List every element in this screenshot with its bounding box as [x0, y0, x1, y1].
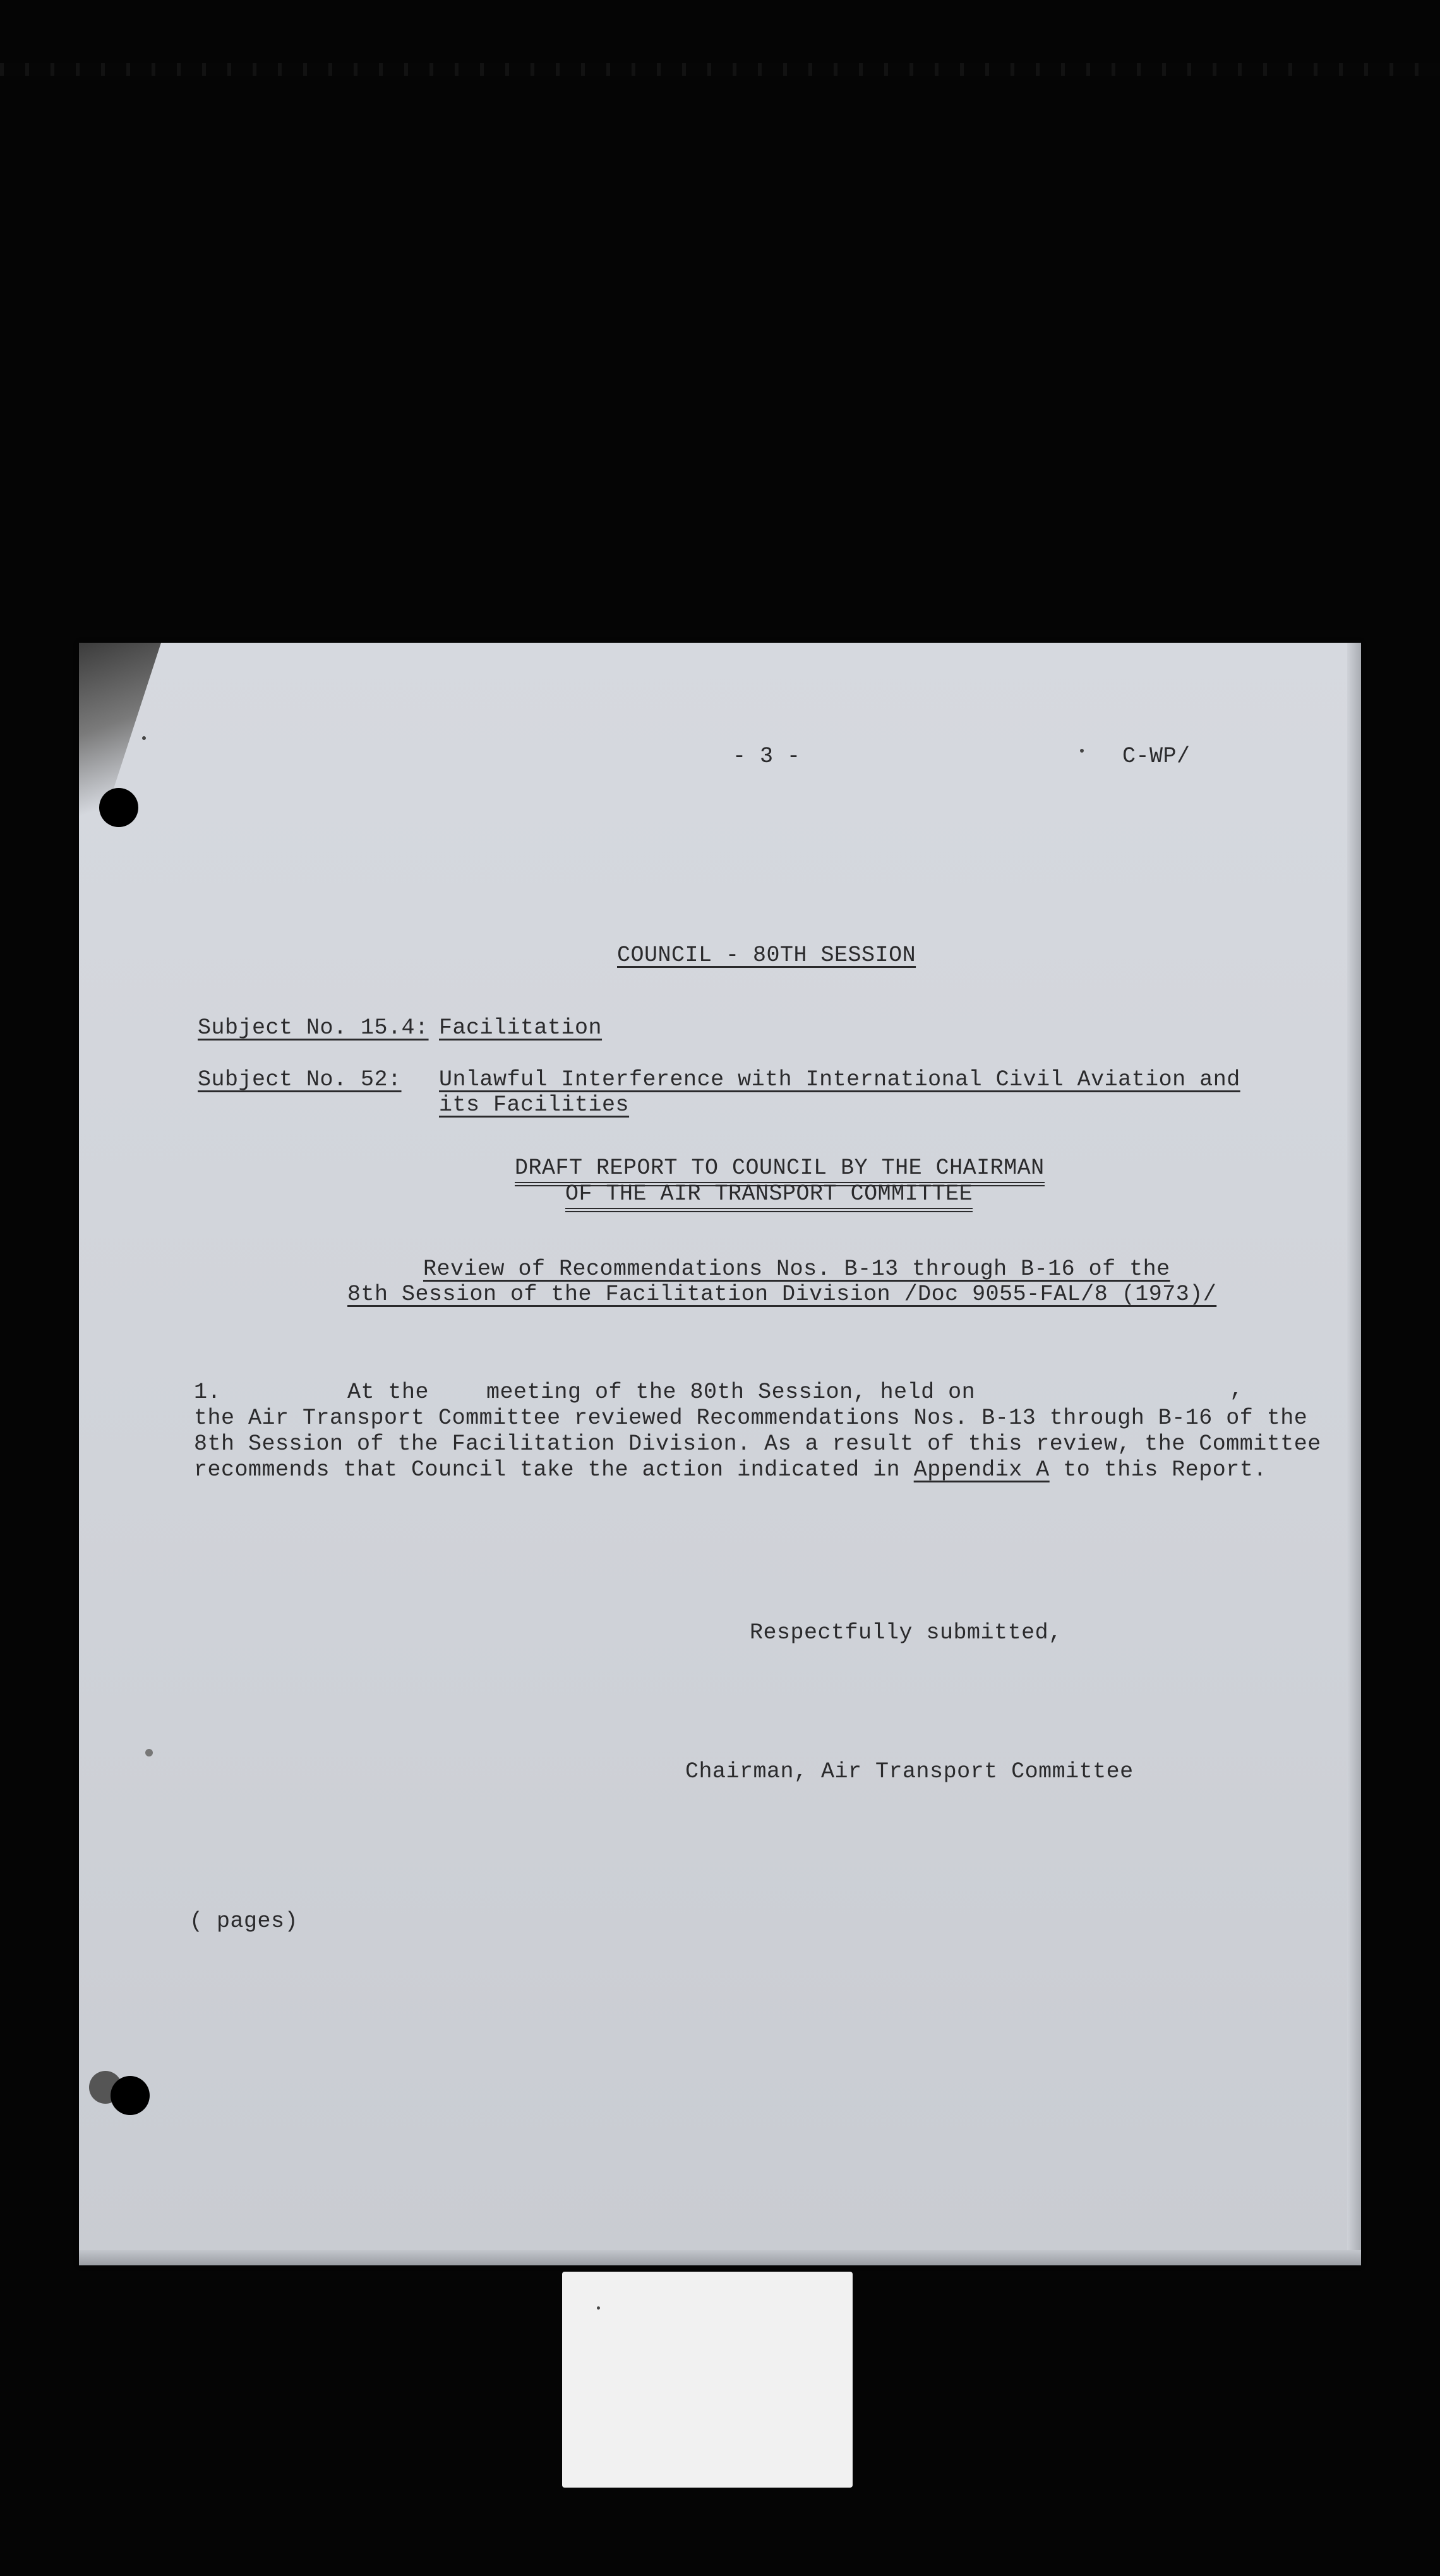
closing-text: Respectfully submitted,: [750, 1620, 1062, 1645]
review-title-line1: Review of Recommendations Nos. B-13 through B-16 of the: [423, 1256, 1170, 1282]
document-reference: C-WP/: [1122, 744, 1191, 769]
review-title-line2: 8th Session of the Facilitation Division /Doc 9055-FAL/8 (1973)/: [347, 1282, 1217, 1307]
subject-label-2: Subject No. 52:: [198, 1067, 402, 1092]
appendix-a-reference: Appendix A: [913, 1457, 1050, 1482]
report-title-line1: [515, 1155, 1045, 1181]
speck: [1080, 749, 1084, 753]
report-title-line2: [565, 1181, 973, 1207]
punch-hole-bottom: [111, 2076, 150, 2115]
paragraph-number: 1.: [194, 1380, 222, 1405]
scan-noise-strip: [0, 63, 1440, 76]
subject-text-1: Facilitation: [439, 1015, 603, 1041]
punch-hole-top: [99, 788, 138, 827]
blank-card: [562, 2272, 853, 2488]
speck: [142, 736, 146, 740]
session-title: COUNCIL - 80TH SESSION: [617, 943, 916, 968]
page-number: - 3 -: [733, 744, 801, 769]
paragraph-line1-comma: ,: [1230, 1377, 1244, 1402]
speck: [597, 2306, 600, 2310]
paragraph-line4-b: to this Report.: [1063, 1457, 1267, 1482]
paragraph-line1-b: meeting of the 80th Session, held on: [486, 1380, 976, 1405]
page-edge: [1347, 643, 1361, 2265]
paragraph-line4-a: recommends that Council take the action indicated in: [194, 1457, 901, 1482]
report-title-line1-text: DRAFT REPORT TO COUNCIL BY THE CHAIRMAN: [515, 1155, 1045, 1186]
paragraph-line1-a: At the: [347, 1380, 429, 1405]
report-title-line2-text: OF THE AIR TRANSPORT COMMITTEE: [565, 1181, 973, 1212]
page-edge-bottom: [79, 2250, 1361, 2265]
subject-label-1: Subject No. 15.4:: [198, 1015, 429, 1041]
speck: [145, 1749, 153, 1756]
document-page: [79, 643, 1361, 2265]
paragraph-line2: the Air Transport Committee reviewed Recommendations Nos. B-13 through B-16 of the: [194, 1405, 1308, 1431]
pages-note: ( pages): [189, 1909, 299, 1934]
subject-text-2-line1: Unlawful Interference with International Civil Aviation and: [439, 1067, 1240, 1092]
signature-line: Chairman, Air Transport Committee: [685, 1759, 1134, 1784]
paragraph-line3: 8th Session of the Facilitation Division. As a result of this review, the Committee: [194, 1431, 1321, 1457]
subject-text-2-line2: its Facilities: [439, 1092, 630, 1118]
paragraph-line4: [194, 1457, 1267, 1482]
